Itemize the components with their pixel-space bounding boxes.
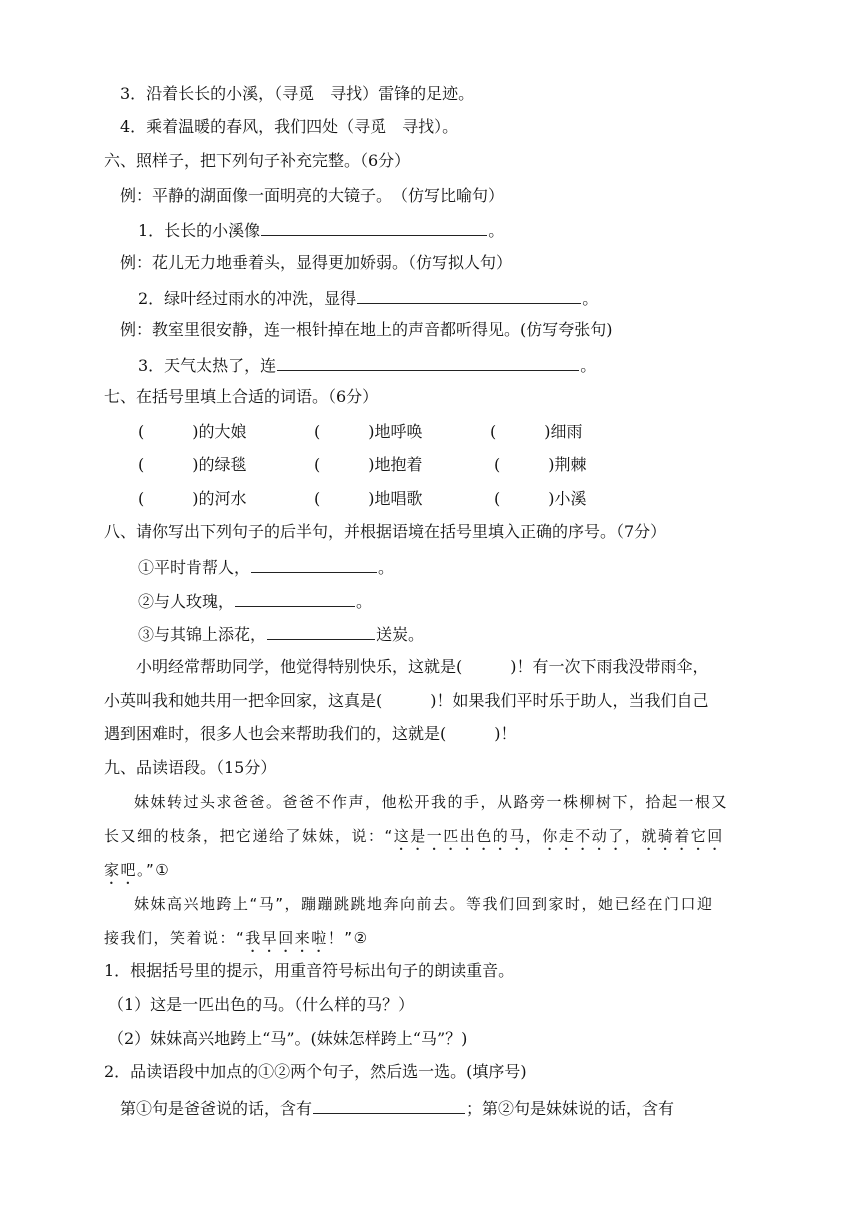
- section-6-question-2: [138, 286, 598, 310]
- question-end: 。: [488, 221, 505, 240]
- question-text: ①平时肯帮人，: [138, 558, 251, 577]
- section-9-question-2: 2．品读语段中加点的①②两个句子，然后选一选。(填序号): [104, 1062, 527, 1081]
- question-end: 。: [356, 592, 373, 611]
- fill-cell[interactable]: ( )的河水: [138, 489, 247, 508]
- section-8-paragraph-line-3: 遇到困难时，很多人也会来帮助我们的，这就是( )！: [104, 724, 517, 743]
- fill-cell[interactable]: ( )地抱着: [314, 455, 423, 474]
- section-9-question-2-answer: [120, 1096, 674, 1120]
- section-9-question-1-1: （1）这是一匹出色的马。（什么样的马？）: [108, 995, 415, 1014]
- fill-cell[interactable]: ( )细雨: [490, 422, 583, 441]
- answer-blank[interactable]: [235, 589, 355, 607]
- section-6-question-1: [138, 218, 504, 242]
- section-8-title: 八、请你写出下列句子的后半句，并根据语境在括号里填入正确的序号。（7分）: [104, 522, 667, 541]
- answer-blank[interactable]: [277, 353, 579, 371]
- passage-text: 接我们，笑着说：: [104, 929, 237, 947]
- question-3: 3．沿着长长的小溪，（寻觅 寻找）雷锋的足迹。: [120, 84, 475, 103]
- emphasized-sentence-2: “我早回来啦！”: [236, 929, 354, 947]
- section-8-question-1: [138, 555, 394, 579]
- section-6-example-1: 例：平静的湖面像一面明亮的大镜子。 （仿写比喻句）: [120, 186, 505, 205]
- section-8-question-2: [138, 589, 372, 613]
- fill-cell[interactable]: ( )荆棘: [494, 455, 587, 474]
- fill-cell[interactable]: ( )地唱歌: [314, 489, 423, 508]
- section-9-title: 九、品读语段。（15分）: [104, 758, 277, 777]
- question-end: 送炭。: [376, 625, 425, 644]
- section-6-question-3: [138, 353, 596, 377]
- section-7-title: 七、在括号里填上合适的词语。（6分）: [104, 387, 379, 406]
- section-9-question-1-2: （2）妹妹高兴地跨上“马”。(妹妹怎样跨上“马”？): [108, 1029, 468, 1048]
- passage-line-4: 妹妹高兴地跨上“马”，蹦蹦跳跳地奔向前去。等我们回到家时，她已经在门口迎: [134, 895, 714, 913]
- section-8-question-3: [138, 622, 424, 646]
- answer-blank[interactable]: [357, 286, 581, 304]
- passage-line-2: [104, 825, 724, 854]
- answer-blank[interactable]: [313, 1096, 465, 1114]
- passage-text: 长又细的枝条，把它递给了妹妹，说：: [104, 827, 385, 845]
- sentence-marker-1: ①: [155, 861, 171, 879]
- question-text: 2．绿叶经过雨水的冲洗，显得: [138, 289, 357, 308]
- fill-cell[interactable]: ( )小溪: [494, 489, 587, 508]
- passage-line-3: [104, 859, 170, 888]
- question-text: ；第②句是妹妹说的话，含有: [466, 1099, 675, 1118]
- section-6-example-3: 例：教室里很安静，连一根针掉在地上的声音都听得见。(仿写夸张句): [120, 320, 613, 339]
- question-text: 1．长长的小溪像: [138, 221, 261, 240]
- passage-line-5: [104, 927, 369, 956]
- section-6-title: 六、照样子，把下列句子补充完整。（6分）: [104, 151, 411, 170]
- question-text: 第①句是爸爸说的话，含有: [120, 1099, 313, 1118]
- fill-cell[interactable]: ( )地呼唤: [314, 422, 423, 441]
- question-end: 。: [580, 356, 597, 375]
- question-4: 4．乘着温暖的春风，我们四处（寻觅 寻找）。: [120, 117, 459, 136]
- fill-cell[interactable]: ( )的大娘: [138, 422, 247, 441]
- question-text: 3．天气太热了，连: [138, 356, 277, 375]
- answer-blank[interactable]: [261, 218, 487, 236]
- fill-cell[interactable]: ( )的绿毯: [138, 455, 247, 474]
- section-9-question-1: 1．根据括号里的提示，用重音符号标出句子的朗读重音。: [104, 961, 515, 980]
- question-end: 。: [582, 289, 599, 308]
- emphasized-sentence-1-end: 家吧。”: [104, 861, 156, 879]
- passage-line-1: 妹妹转过头求爸爸。爸爸不作声，他松开我的手，从路旁一株柳树下，拾起一根又: [134, 793, 729, 811]
- section-8-paragraph-line-2: 小英叫我和她共用一把伞回家，这真是( )！如果我们平时乐于助人，当我们自己: [104, 691, 709, 710]
- answer-blank[interactable]: [251, 555, 377, 573]
- answer-blank[interactable]: [267, 622, 375, 640]
- question-text: ②与人玫瑰，: [138, 592, 235, 611]
- sentence-marker-2: ②: [353, 929, 369, 947]
- question-text: ③与其锦上添花，: [138, 625, 267, 644]
- question-end: 。: [378, 558, 395, 577]
- section-8-paragraph-line-1: 小明经常帮助同学，他觉得特别快乐，这就是( )！有一次下雨我没带雨伞，: [136, 657, 709, 676]
- section-6-example-2: 例：花儿无力地垂着头，显得更加娇弱。（仿写拟人句）: [120, 253, 513, 272]
- emphasized-sentence-1: “这是一匹出色的马，你走不动了，就骑着它回: [384, 827, 724, 845]
